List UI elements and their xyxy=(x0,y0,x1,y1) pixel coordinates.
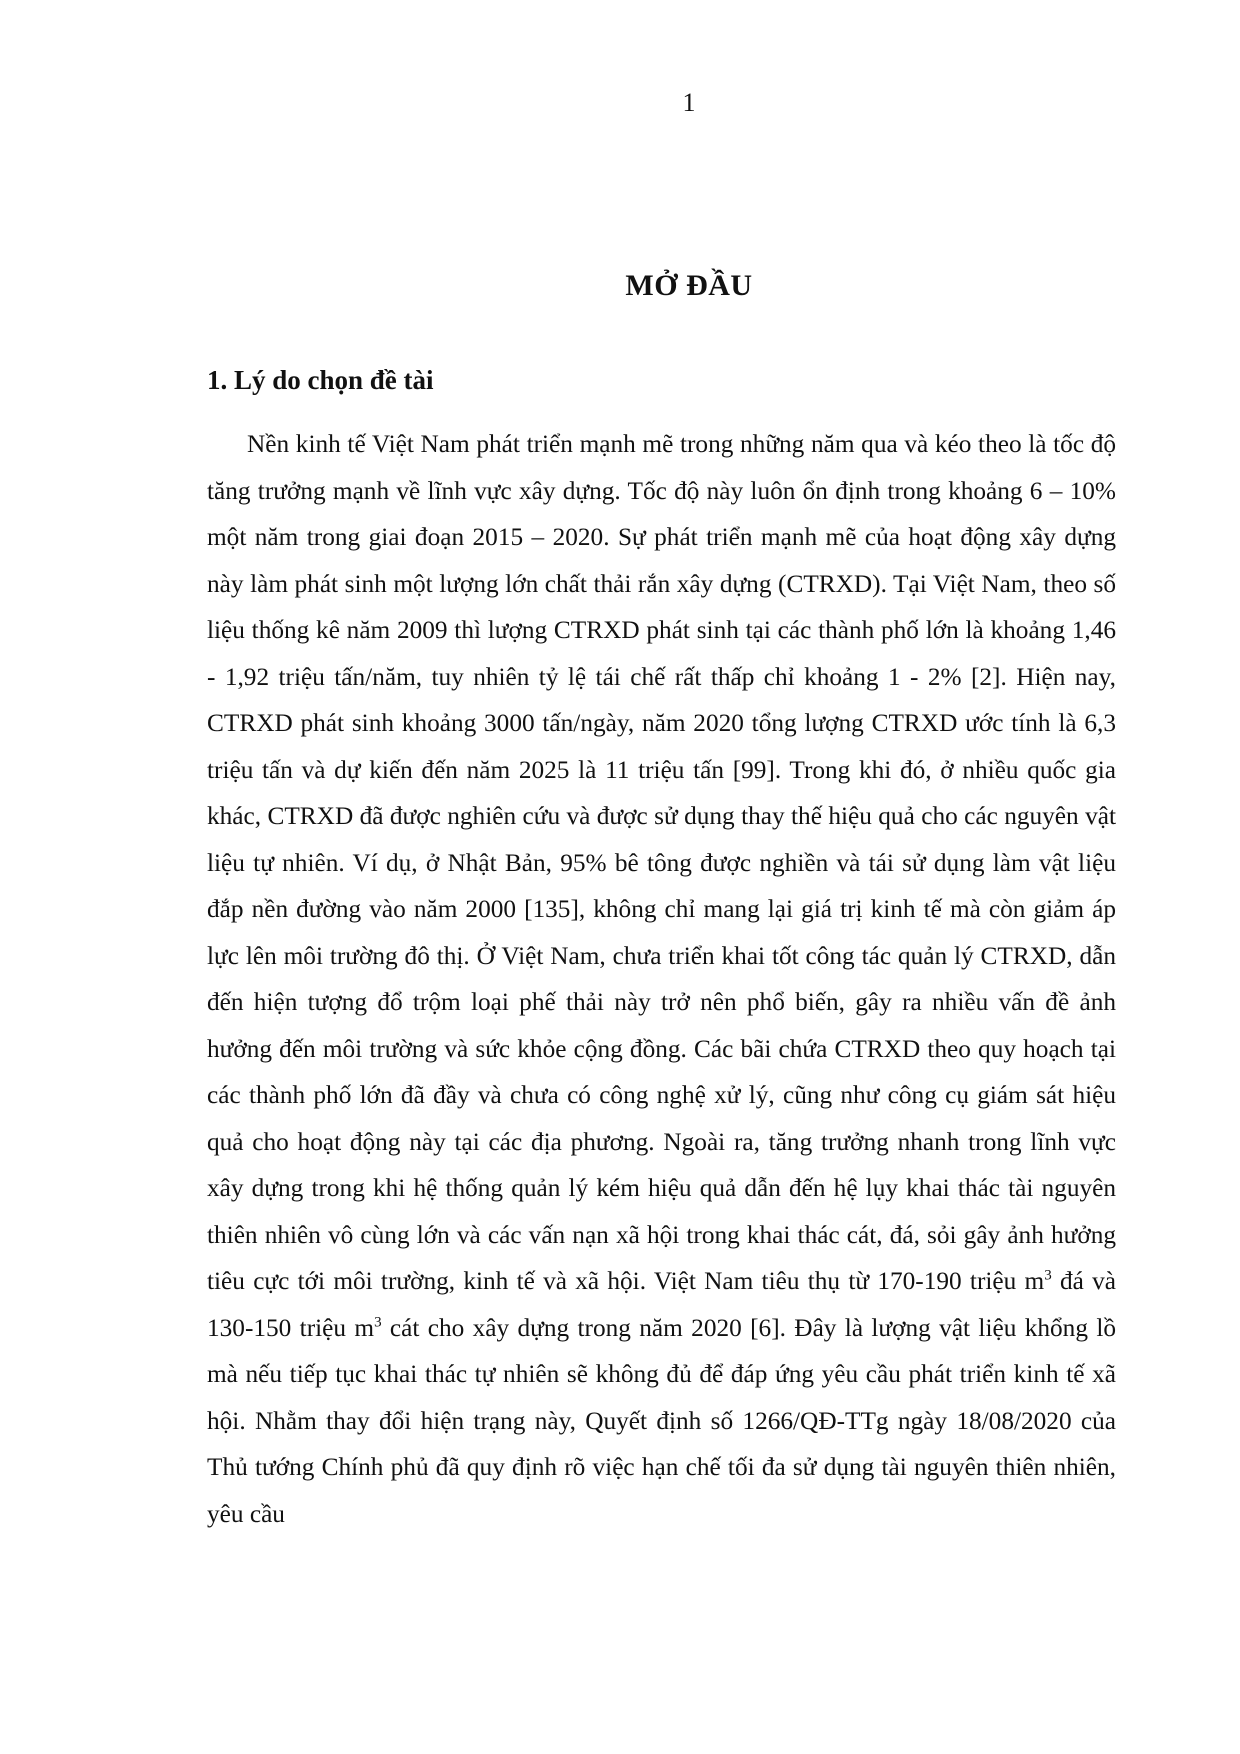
paragraph-text-part-2: đá và 130-150 triệu m xyxy=(207,1267,1116,1342)
superscript-cubic-1: 3 xyxy=(1044,1267,1052,1284)
paragraph-text-part-3: cát cho xây dựng trong năm 2020 [6]. Đây là lượng vật liệu khổng lồ mà nếu tiếp tục khai thác tự nhiên sẽ không đủ để đáp ứng yêu cầu phát triển kinh tế xã hội. Nhằm thay đổi hiện trạng này, Quyết định số 1266/QĐ-TTg ngày 18/08/2020 của Thủ tướng Chính phủ đã quy định rõ việc hạn chế tối đa sử dụng tài nguyên thiên nhiên, yêu cầu xyxy=(207,1313,1116,1528)
body-paragraph xyxy=(207,421,1116,1537)
paragraph-text-part-1: Nền kinh tế Việt Nam phát triển mạnh mẽ trong những năm qua và kéo theo là tốc độ tăng trưởng mạnh về lĩnh vực xây dựng. Tốc độ này luôn ổn định trong khoảng 6 – 10% một năm trong giai đoạn 2015 – 2020. Sự phát triển mạnh mẽ của hoạt động xây dựng này làm phát sinh một lượng lớn chất thải rắn xây dựng (CTRXD). Tại Việt Nam, theo số liệu thống kê năm 2009 thì lượng CTRXD phát sinh tại các thành phố lớn là khoảng 1,46 - 1,92 triệu tấn/năm, tuy nhiên tỷ lệ tái chế rất thấp chỉ khoảng 1 - 2% [2]. Hiện nay, CTRXD phát sinh khoảng 3000 tấn/ngày, năm 2020 tổng lượng CTRXD ước tính là 6,3 triệu tấn và dự kiến đến năm 2025 là 11 triệu tấn [99]. Trong khi đó, ở nhiều quốc gia khác, CTRXD đã được nghiên cứu và được sử dụng thay thế hiệu quả cho các nguyên vật liệu tự nhiên. Ví dụ, ở Nhật Bản, 95% bê tông được nghiền và tái sử dụng làm vật liệu đắp nền đường vào năm 2000 [135], không chỉ mang lại giá trị kinh tế mà còn giảm áp lực lên môi trường đô thị. Ở Việt Nam, chưa triển khai tốt công tác quản lý CTRXD, dẫn đến hiện tượng đổ trộm loại phế thải này trở nên phổ biến, gây ra nhiều vấn đề ảnh hưởng đến môi trường và sức khỏe cộng đồng. Các bãi chứa CTRXD theo quy hoạch tại các thành phố lớn đã đầy và chưa có công nghệ xử lý, cũng như công cụ giám sát hiệu quả cho hoạt động này tại các địa phương. Ngoài ra, tăng trưởng nhanh trong lĩnh vực xây dựng trong khi hệ thống quản lý kém hiệu quả dẫn đến hệ lụy khai thác tài nguyên thiên nhiên vô cùng lớn và các vấn nạn xã hội trong khai thác cát, đá, sỏi gây ảnh hưởng tiêu cực tới môi trường, kinh tế và xã hội. Việt Nam tiêu thụ từ 170-190 triệu m xyxy=(207,430,1116,1295)
page-number: 1 xyxy=(682,88,696,117)
superscript-cubic-2: 3 xyxy=(374,1314,382,1331)
section-heading: 1. Lý do chọn đề tài xyxy=(207,365,434,395)
chapter-title: MỞ ĐẦU xyxy=(625,269,753,302)
